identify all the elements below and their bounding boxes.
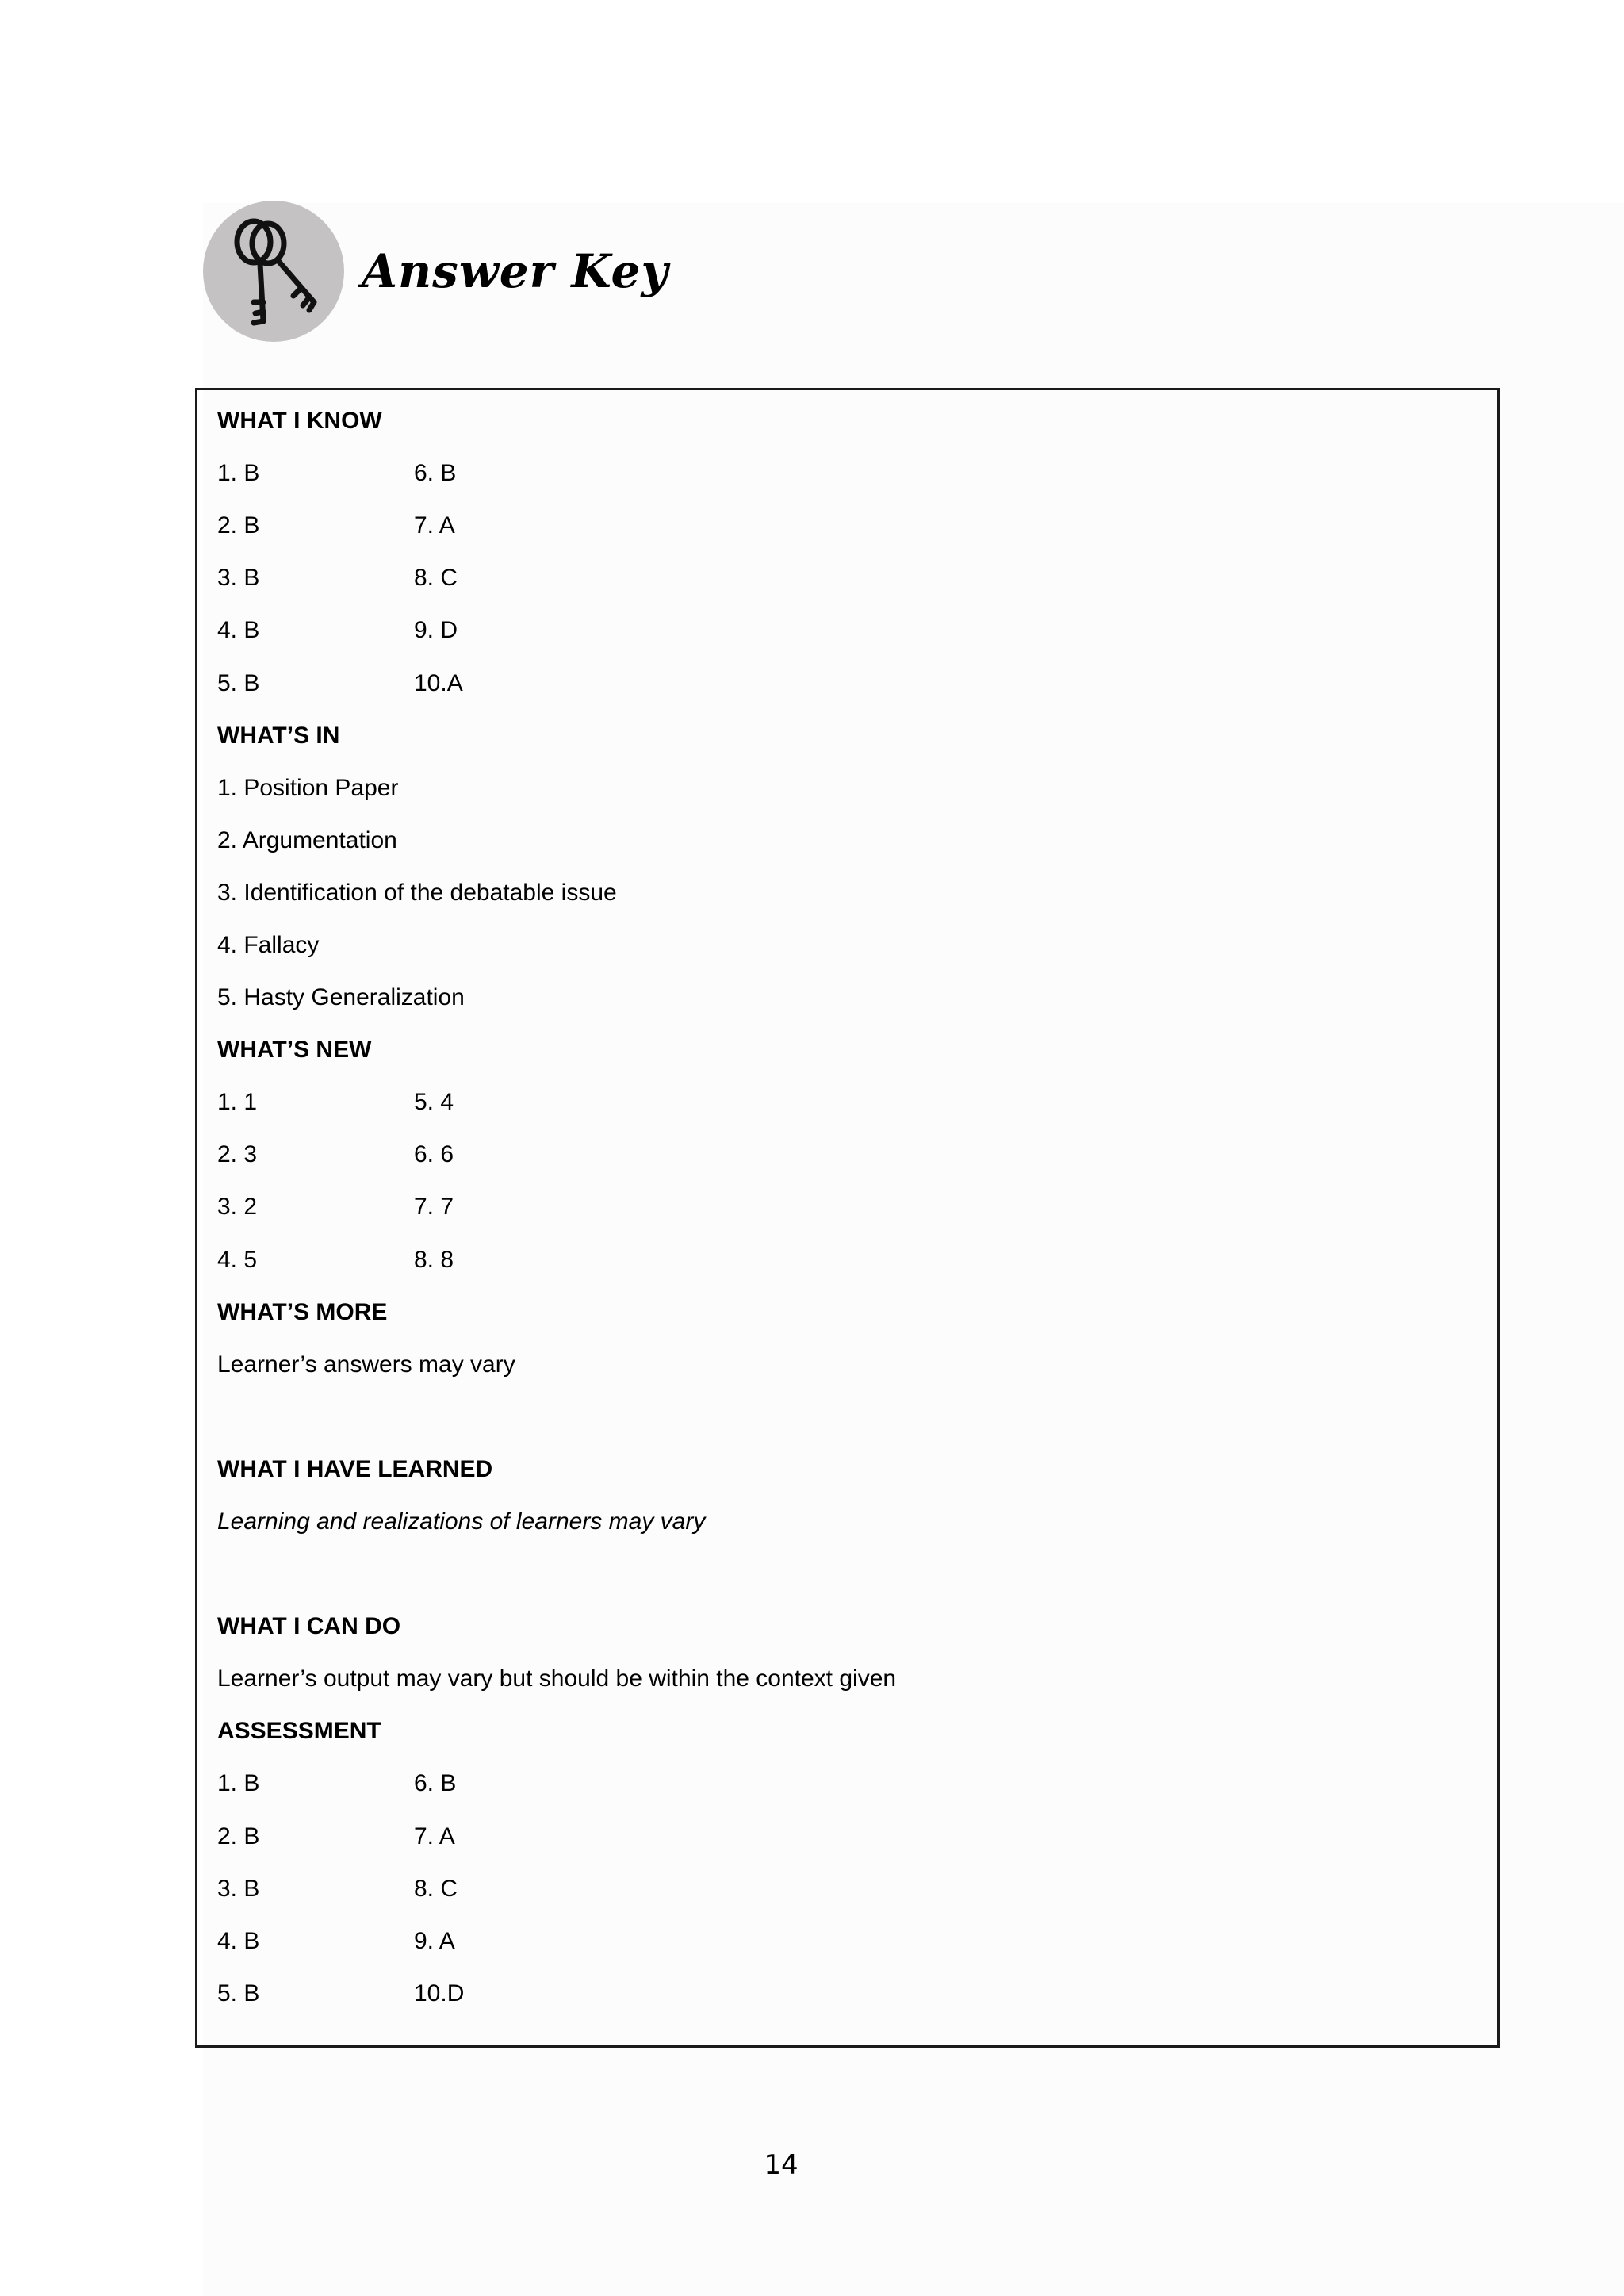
answer-row — [217, 1811, 1470, 1863]
answer-item: 2. Argumentation — [217, 826, 397, 853]
section-heading-what-i-know: WHAT I KNOW — [217, 408, 382, 435]
answer-item: 2. B — [217, 512, 260, 539]
answer-item: 1. 1 — [217, 1089, 258, 1116]
answer-item: 4. B — [217, 617, 260, 644]
answer-item: 3. Identification of the debatable issue — [217, 879, 617, 906]
keys-icon — [203, 201, 344, 342]
answer-row — [217, 447, 1470, 500]
answer-item: 6. 6 — [414, 1141, 454, 1168]
answer-item: 9. A — [414, 1927, 455, 1954]
answer-item: 1. B — [217, 460, 260, 487]
section-text: Learner’s answers may vary — [217, 1351, 515, 1378]
section-text: Learning and realizations of learners may vary — [217, 1508, 706, 1535]
section-text: Learner’s output may vary but should be within the context given — [217, 1665, 897, 1692]
page-number: 14 — [764, 2149, 799, 2181]
blank-line — [217, 1548, 1470, 1600]
answer-item: 8. C — [414, 565, 458, 592]
answer-item: 7. A — [414, 1823, 455, 1849]
answer-item: 3. B — [217, 565, 260, 592]
answer-item: 10.A — [414, 669, 463, 696]
answer-item: 3. B — [217, 1875, 260, 1902]
answer-item: 2. 3 — [217, 1141, 258, 1168]
answer-item: 7. 7 — [414, 1194, 454, 1221]
answer-key-header — [203, 200, 668, 343]
page-title: Answer Key — [362, 244, 669, 298]
answer-item: 4. Fallacy — [217, 931, 320, 958]
answer-row — [217, 604, 1470, 657]
section-heading-whats-in: WHAT’S IN — [217, 722, 340, 749]
answer-row — [217, 1076, 1470, 1129]
answer-row — [217, 1181, 1470, 1233]
section-heading-what-i-have-learned: WHAT I HAVE LEARNED — [217, 1455, 493, 1482]
answer-item: 6. B — [414, 1770, 457, 1797]
answer-row — [217, 500, 1470, 552]
answer-key-content — [217, 395, 1470, 2020]
answer-item: 9. D — [414, 617, 458, 644]
answer-item: 1. B — [217, 1770, 260, 1797]
answer-item: 5. B — [217, 1980, 260, 2007]
answer-item: 10.D — [414, 1980, 465, 2007]
answer-row — [217, 1234, 1470, 1286]
answer-item: 4. B — [217, 1927, 260, 1954]
section-heading-whats-new: WHAT’S NEW — [217, 1037, 372, 1064]
answer-row — [217, 1757, 1470, 1810]
answer-item: 2. B — [217, 1823, 260, 1849]
answer-row — [217, 1915, 1470, 1968]
answer-item: 5. B — [217, 669, 260, 696]
answer-row — [217, 1129, 1470, 1181]
blank-line — [217, 1391, 1470, 1443]
answer-item: 6. B — [414, 460, 457, 487]
answer-row — [217, 1863, 1470, 1915]
answer-row — [217, 552, 1470, 604]
answer-item: 3. 2 — [217, 1194, 258, 1221]
answer-item: 8. 8 — [414, 1246, 454, 1273]
answer-item: 5. 4 — [414, 1089, 454, 1116]
section-heading-assessment: ASSESSMENT — [217, 1718, 381, 1745]
answer-item: 5. Hasty Generalization — [217, 984, 465, 1011]
answer-row — [217, 1968, 1470, 2020]
answer-item: 1. Position Paper — [217, 774, 399, 801]
answer-row — [217, 657, 1470, 709]
answer-item: 8. C — [414, 1875, 458, 1902]
answer-item: 7. A — [414, 512, 455, 539]
section-heading-whats-more: WHAT’S MORE — [217, 1298, 388, 1325]
answer-item: 4. 5 — [217, 1246, 258, 1273]
section-heading-what-i-can-do: WHAT I CAN DO — [217, 1613, 401, 1640]
